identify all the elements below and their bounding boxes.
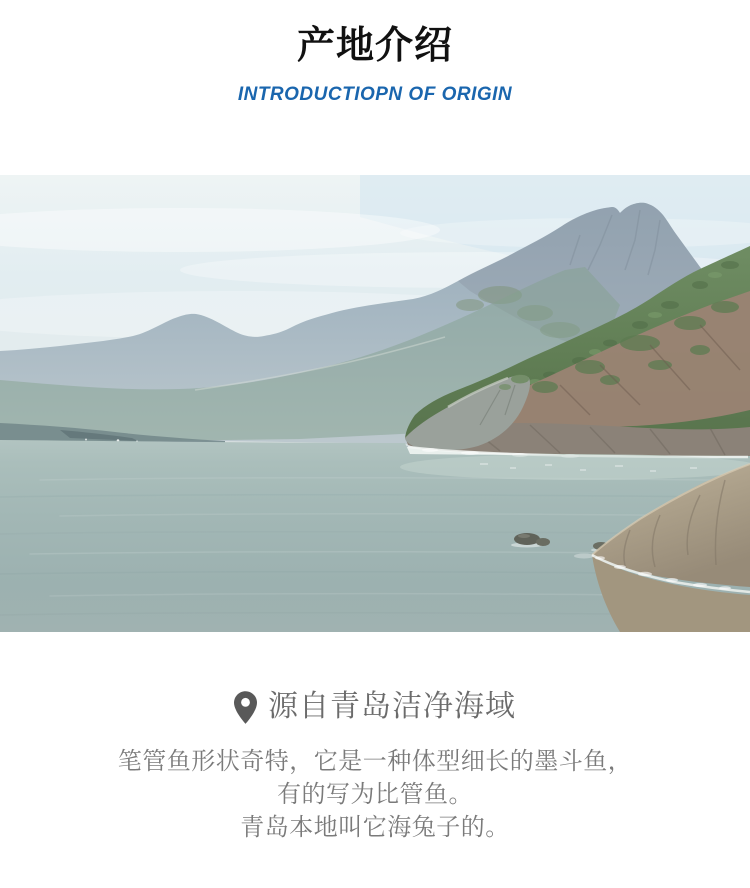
origin-photo [0,175,750,632]
origin-description [0,745,750,844]
location-pin-icon [234,691,257,724]
description-line: 青岛本地叫它海兔子的。 [240,814,510,841]
seascape-illustration [0,175,750,632]
page-subtitle: INTRODUCTIOPN OF ORIGIN [237,84,513,105]
location-line [0,690,750,724]
location-text: 源自青岛洁净海域 [268,690,516,723]
description-line: 笔管鱼形状奇特，它是一种体型细长的墨斗鱼， [117,748,633,775]
page-title: 产地介绍 [296,25,453,67]
description-line: 有的写为比管鱼。 [277,781,473,808]
